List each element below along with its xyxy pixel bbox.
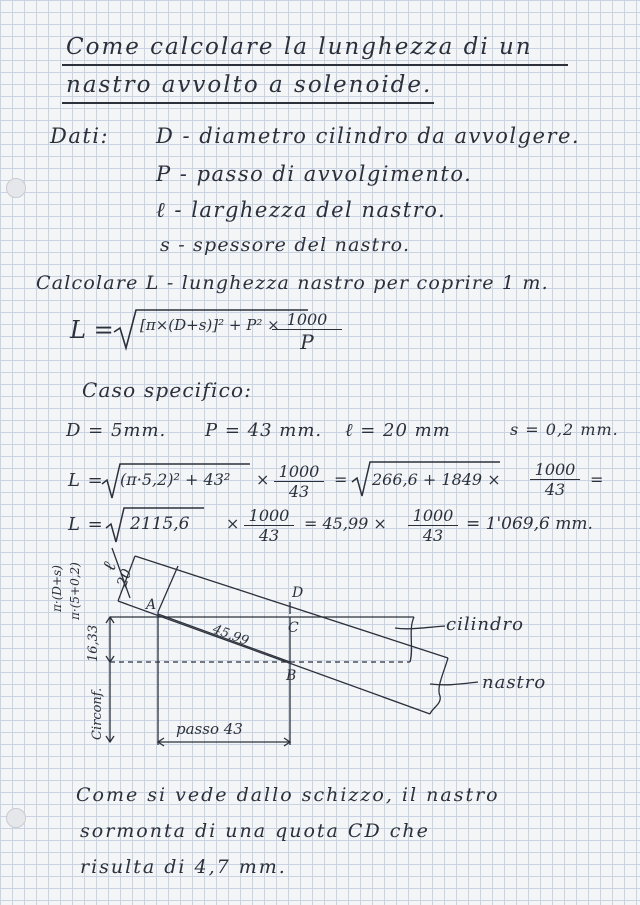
eq2-fraction-1 [244, 506, 294, 545]
eq1-lhs: L = [68, 470, 104, 491]
circonf-label: Circonf. [90, 687, 105, 740]
formula-lhs: L = [70, 316, 114, 344]
pi-formula-label: π·(D+s) [50, 565, 64, 612]
dati-item-p: P - passo di avvolgimento. [156, 162, 473, 186]
eq1-end: = [590, 470, 604, 489]
eq2-lhs: L = [68, 514, 104, 535]
punch-hole-top [6, 178, 26, 198]
conclusion-line-1: Come si vede dallo schizzo, il nastro [76, 784, 500, 806]
eq1-den-1: 43 [288, 482, 310, 501]
pi-value-label: π·(5+0,2) [68, 562, 82, 620]
caso-d: D = 5mm. [66, 420, 167, 441]
caso-title: Caso specifico: [82, 378, 253, 402]
point-d: D [292, 585, 304, 601]
diagonal-length: 45,99 [210, 622, 251, 649]
eq1-num-1: 1000 [274, 462, 324, 482]
eq2-radicand: 2115,6 [130, 514, 190, 534]
dati-item-d: D - diametro cilindro da avvolgere. [156, 124, 581, 148]
conclusion-line-3: risulta di 4,7 mm. [80, 856, 287, 878]
eq2-result: = 1'069,6 mm. [466, 514, 593, 534]
formula-radicand: [π×(D+s)]² + P² × [140, 316, 280, 334]
formula-den: P [300, 330, 314, 354]
eq2-mid: = 45,99 × [304, 514, 387, 533]
eq2-den-2: 43 [422, 526, 444, 545]
passo-label: passo 43 [176, 720, 243, 738]
caso-p: P = 43 mm. [205, 420, 323, 441]
sketch-l-label: ℓ [98, 559, 121, 574]
calcolare-line: Calcolare L - lunghezza nastro per coprire 1 m. [36, 272, 549, 294]
formula-fraction [272, 310, 342, 354]
cilindro-label: cilindro [446, 614, 524, 635]
height-label: 16,33 [86, 624, 101, 662]
caso-s: s = 0,2 mm. [510, 420, 619, 439]
dati-item-l: ℓ - larghezza del nastro. [156, 198, 447, 222]
eq1-fraction-1 [274, 462, 324, 501]
eq2-den-1: 43 [258, 526, 280, 545]
nastro-label: nastro [482, 672, 547, 693]
title-underline-2 [62, 102, 434, 104]
eq2-num-2: 1000 [408, 506, 458, 526]
eq1-fraction-2 [530, 460, 580, 499]
point-b: B [286, 668, 297, 684]
eq2-fraction-2 [408, 506, 458, 545]
dati-item-s: s - spessore del nastro. [160, 234, 411, 256]
sketch-width-value: 20 [114, 566, 136, 590]
dati-label: Dati: [50, 124, 110, 148]
punch-hole-bottom [6, 808, 26, 828]
eq1-den-2: 43 [544, 480, 566, 499]
eq2-times: × [226, 514, 240, 533]
point-c: C [288, 620, 299, 636]
eq2-num-1: 1000 [244, 506, 294, 526]
title-line-2: nastro avvolto a solenoide. [66, 72, 433, 98]
eq1-radicand: (π·5,2)² + 43² [120, 470, 231, 489]
conclusion-line-2: sormonta di una quota CD che [80, 820, 430, 842]
formula-num: 1000 [272, 310, 342, 330]
eq1-times: × [256, 470, 270, 489]
title-underline-1 [62, 64, 568, 66]
title-line-1: Come calcolare la lunghezza di un [66, 34, 533, 60]
caso-l: ℓ = 20 mm [345, 420, 451, 441]
eq1-equals: = [334, 470, 348, 489]
eq1-num-2: 1000 [530, 460, 580, 480]
point-a: A [146, 597, 157, 613]
eq1-radicand-2: 266,6 + 1849 × [372, 470, 501, 489]
